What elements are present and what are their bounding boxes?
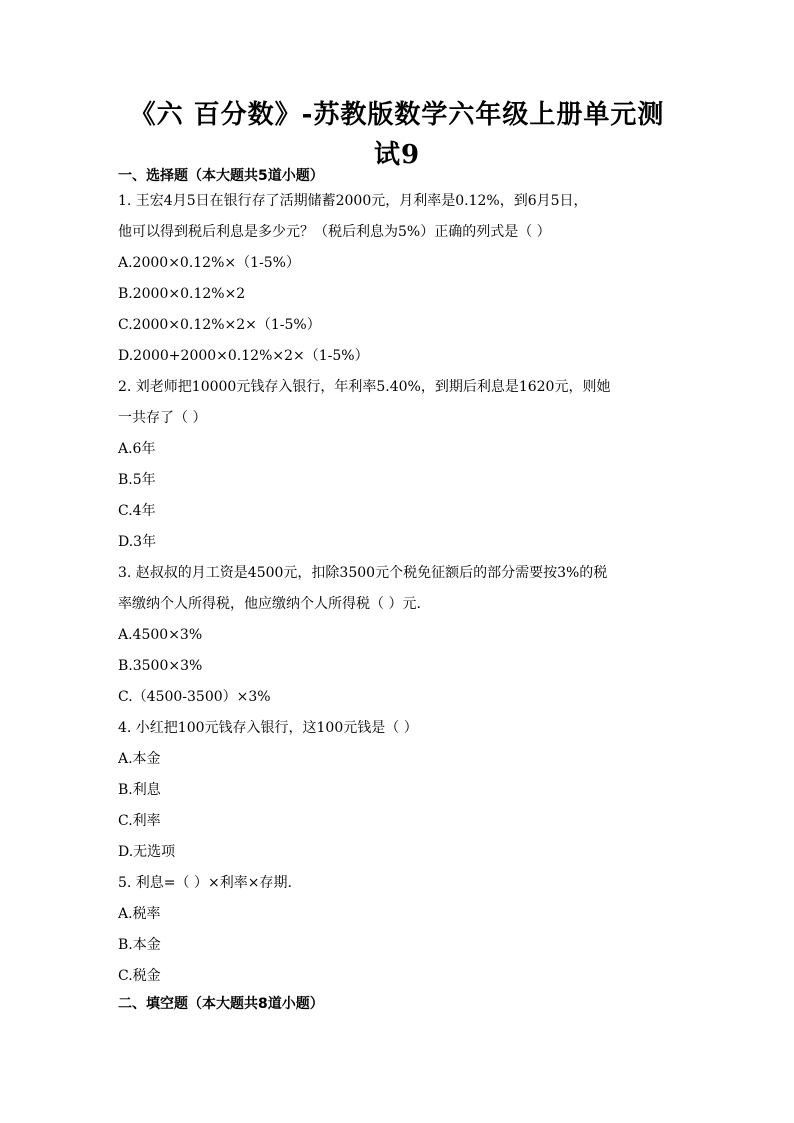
section-heading-choice: 一、选择题（本大题共5道小题）: [118, 168, 324, 184]
question-1-text-line-2: 他可以得到税后利息是多少元？（税后利息为5%）正确的列式是（ ）: [118, 224, 551, 240]
question-1-option-b: B.2000×0.12%×2: [118, 286, 246, 302]
question-3: [118, 558, 688, 713]
question-5-option-c: C.税金: [118, 968, 161, 984]
question-2-option-c: C.4年: [118, 503, 156, 519]
question-2-text-line-2: 一共存了（ ）: [118, 410, 207, 426]
question-4-option-a: A.本金: [118, 751, 161, 767]
question-2-option-a: A.6年: [118, 441, 156, 457]
question-1: [118, 186, 688, 372]
question-5-option-b: B.本金: [118, 937, 161, 953]
question-3-option-a: A.4500×3%: [118, 627, 203, 643]
question-5-text: 5. 利息=（ ）×利率×存期.: [118, 875, 292, 891]
question-2-option-b: B.5年: [118, 472, 156, 488]
question-2-option-d: D.3年: [118, 534, 157, 550]
question-5: [118, 868, 688, 992]
question-4: [118, 713, 688, 868]
title-line-2: 试9: [373, 140, 421, 170]
question-1-option-d: D.2000+2000×0.12%×2×（1-5%）: [118, 348, 369, 364]
question-5-option-a: A.税率: [118, 906, 161, 922]
question-2: [118, 372, 688, 558]
question-3-text-line-2: 率缴纳个人所得税，他应缴纳个人所得税（ ）元.: [118, 596, 421, 612]
question-3-option-b: B.3500×3%: [118, 658, 203, 674]
question-4-option-b: B.利息: [118, 782, 161, 798]
document-body: [118, 166, 688, 1014]
question-4-text: 4. 小红把100元钱存入银行，这100元钱是（ ）: [118, 720, 418, 736]
question-1-option-a: A.2000×0.12%×（1-5%）: [118, 255, 300, 271]
section-heading-fill-blank: 二、填空题（本大题共8道小题）: [118, 996, 324, 1012]
question-3-option-c: C.（4500-3500）×3%: [118, 689, 271, 705]
title-line-1: 《六 百分数》-苏教版数学六年级上册单元测: [129, 100, 665, 130]
question-1-text-line-1: 1. 王宏4月5日在银行存了活期储蓄2000元，月利率是0.12%，到6月5日，: [118, 193, 588, 209]
question-1-option-c: C.2000×0.12%×2×（1-5%）: [118, 317, 321, 333]
question-4-option-d: D.无选项: [118, 844, 176, 860]
question-2-text-line-1: 2. 刘老师把10000元钱存入银行，年利率5.40%，到期后利息是1620元，则她: [118, 379, 611, 395]
document-title: [100, 95, 694, 175]
question-4-option-c: C.利率: [118, 813, 161, 829]
question-3-text-line-1: 3. 赵叔叔的月工资是4500元，扣除3500元个税免征额后的部分需要按3%的税: [118, 565, 608, 581]
